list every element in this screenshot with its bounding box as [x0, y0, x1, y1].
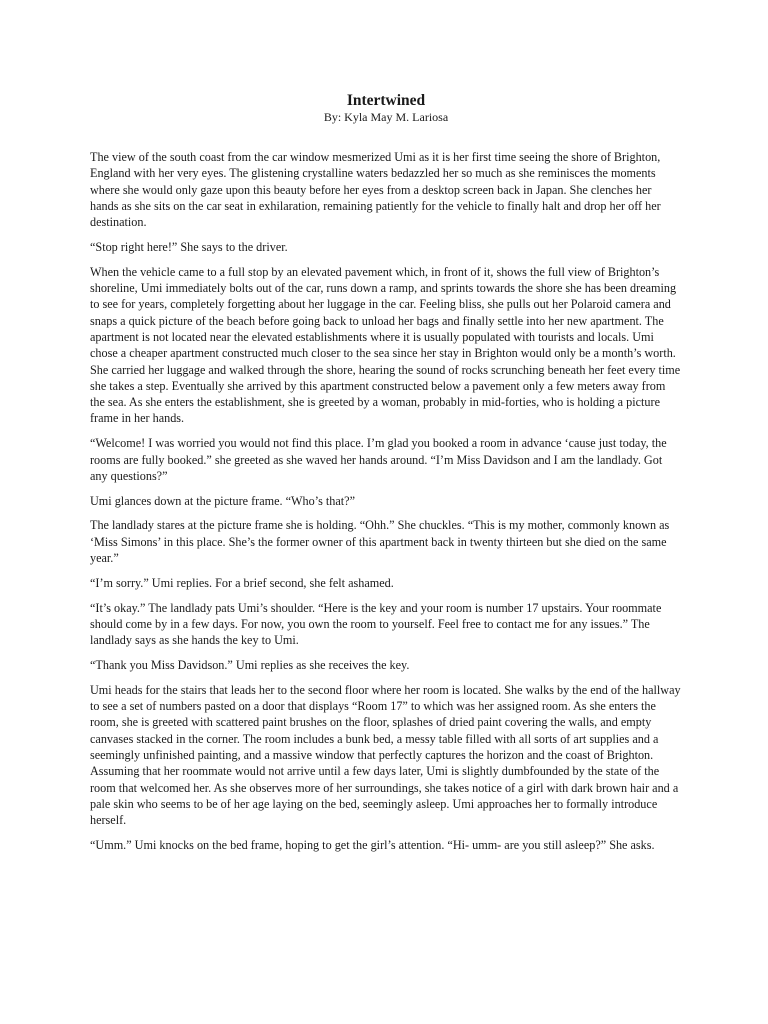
paragraph-8: “It’s okay.” The landlady pats Umi’s shoulder. “Here is the key and your room is number 17 upstairs. Your roommate should come by in a few days. For now, you own the room to yourself. Feel free to contact me for any issues.” The landlady says as she hands the key to Umi.: [90, 600, 662, 648]
paragraph-7: “I’m sorry.” Umi replies. For a brief second, she felt ashamed.: [90, 575, 394, 590]
paragraph-2: “Stop right here!” She says to the driver.: [90, 239, 288, 254]
document-page: [90, 92, 682, 862]
document-title: Intertwined: [346, 92, 426, 109]
paragraph-1: The view of the south coast from the car window mesmerized Umi as it is her first time seeing the shore of Brighton, England with her very eyes. The glistening crystalline waters bedazzled her so much as she reminisces the moments where she would only gaze upon this beauty before her eyes from a desktop screen back in Japan. She clenches her hands as she sits on the car seat in exhilaration, remaining patiently for the vehicle to finally halt and drop her off her destination.: [90, 150, 661, 230]
paragraph-5: Umi glances down at the picture frame. “Who’s that?”: [90, 493, 355, 508]
author-byline: By: Kyla May M. Lariosa: [323, 110, 449, 124]
paragraph-9: “Thank you Miss Davidson.” Umi replies as she receives the key.: [90, 658, 410, 673]
paragraph-3: When the vehicle came to a full stop by an elevated pavement which, in front of it, shows the full view of Brighton’s shoreline, Umi immediately bolts out of the car, runs down a ramp, and sprints towards the shore she has been dreaming to see for years, completely forgetting about her luggage in the car. Feeling bliss, she pulls out her Polaroid camera and snaps a quick picture of the beach before going back to unload her bags and finally settle into her new apartment. The apartment is not located near the elevated establishments where it is usually populated with tourists and locals. Umi chose a cheaper apartment constructed much closer to the sea since her stay in Brighton would only be a month’s worth. She carried her luggage and walked through the shore, hearing the sound of rocks scrunching beneath her feet every time she takes a step. Eventually she arrived by this apartment constructed below a pavement only a few meters away from the sea. As she enters the establishment, she is greeted by a woman, probably in mid-forties, who is holding a picture frame in her hands.: [90, 264, 681, 426]
paragraph-11: “Umm.” Umi knocks on the bed frame, hoping to get the girl’s attention. “Hi- umm- are you still asleep?” She asks.: [90, 837, 655, 852]
paragraph-4: “Welcome! I was worried you would not find this place. I’m glad you booked a room in advance ‘cause just today, the rooms are fully booked.” she greeted as she waved her hands around. “I’m Miss Davidson and I am the landlady. Got any questions?”: [90, 436, 667, 483]
paragraph-6: The landlady stares at the picture frame she is holding. “Ohh.” She chuckles. “This is my mother, commonly known as ‘Miss Simons’ in this place. She’s the former owner of this apartment back in twenty thirteen but she died on the same year.”: [90, 518, 670, 566]
paragraph-10: Umi heads for the stairs that leads her to the second floor where her room is located. She walks by the end of the hallway to see a set of numbers pasted on a door that displays “Room 17” to which was her assigned room. As she enters the room, she is greeted with scattered paint brushes on the floor, splashes of dried paint covering the walls, and empty canvases stacked in the corner. The room includes a bunk bed, a messy table filled with all sorts of art supplies and a seemingly unfinished painting, and a massive window that perfectly captures the horizon and the coast of Brighton. Assuming that her roommate would not arrive until a few days later, Umi is slightly dumbfounded by the state of the room that welcomed her. As she observes more of her surroundings, she takes notice of a girl with dark brown hair and a pale skin who seems to be of her age laying on the bed, seemingly asleep. Umi approaches her to formally introduce herself.: [90, 682, 681, 828]
